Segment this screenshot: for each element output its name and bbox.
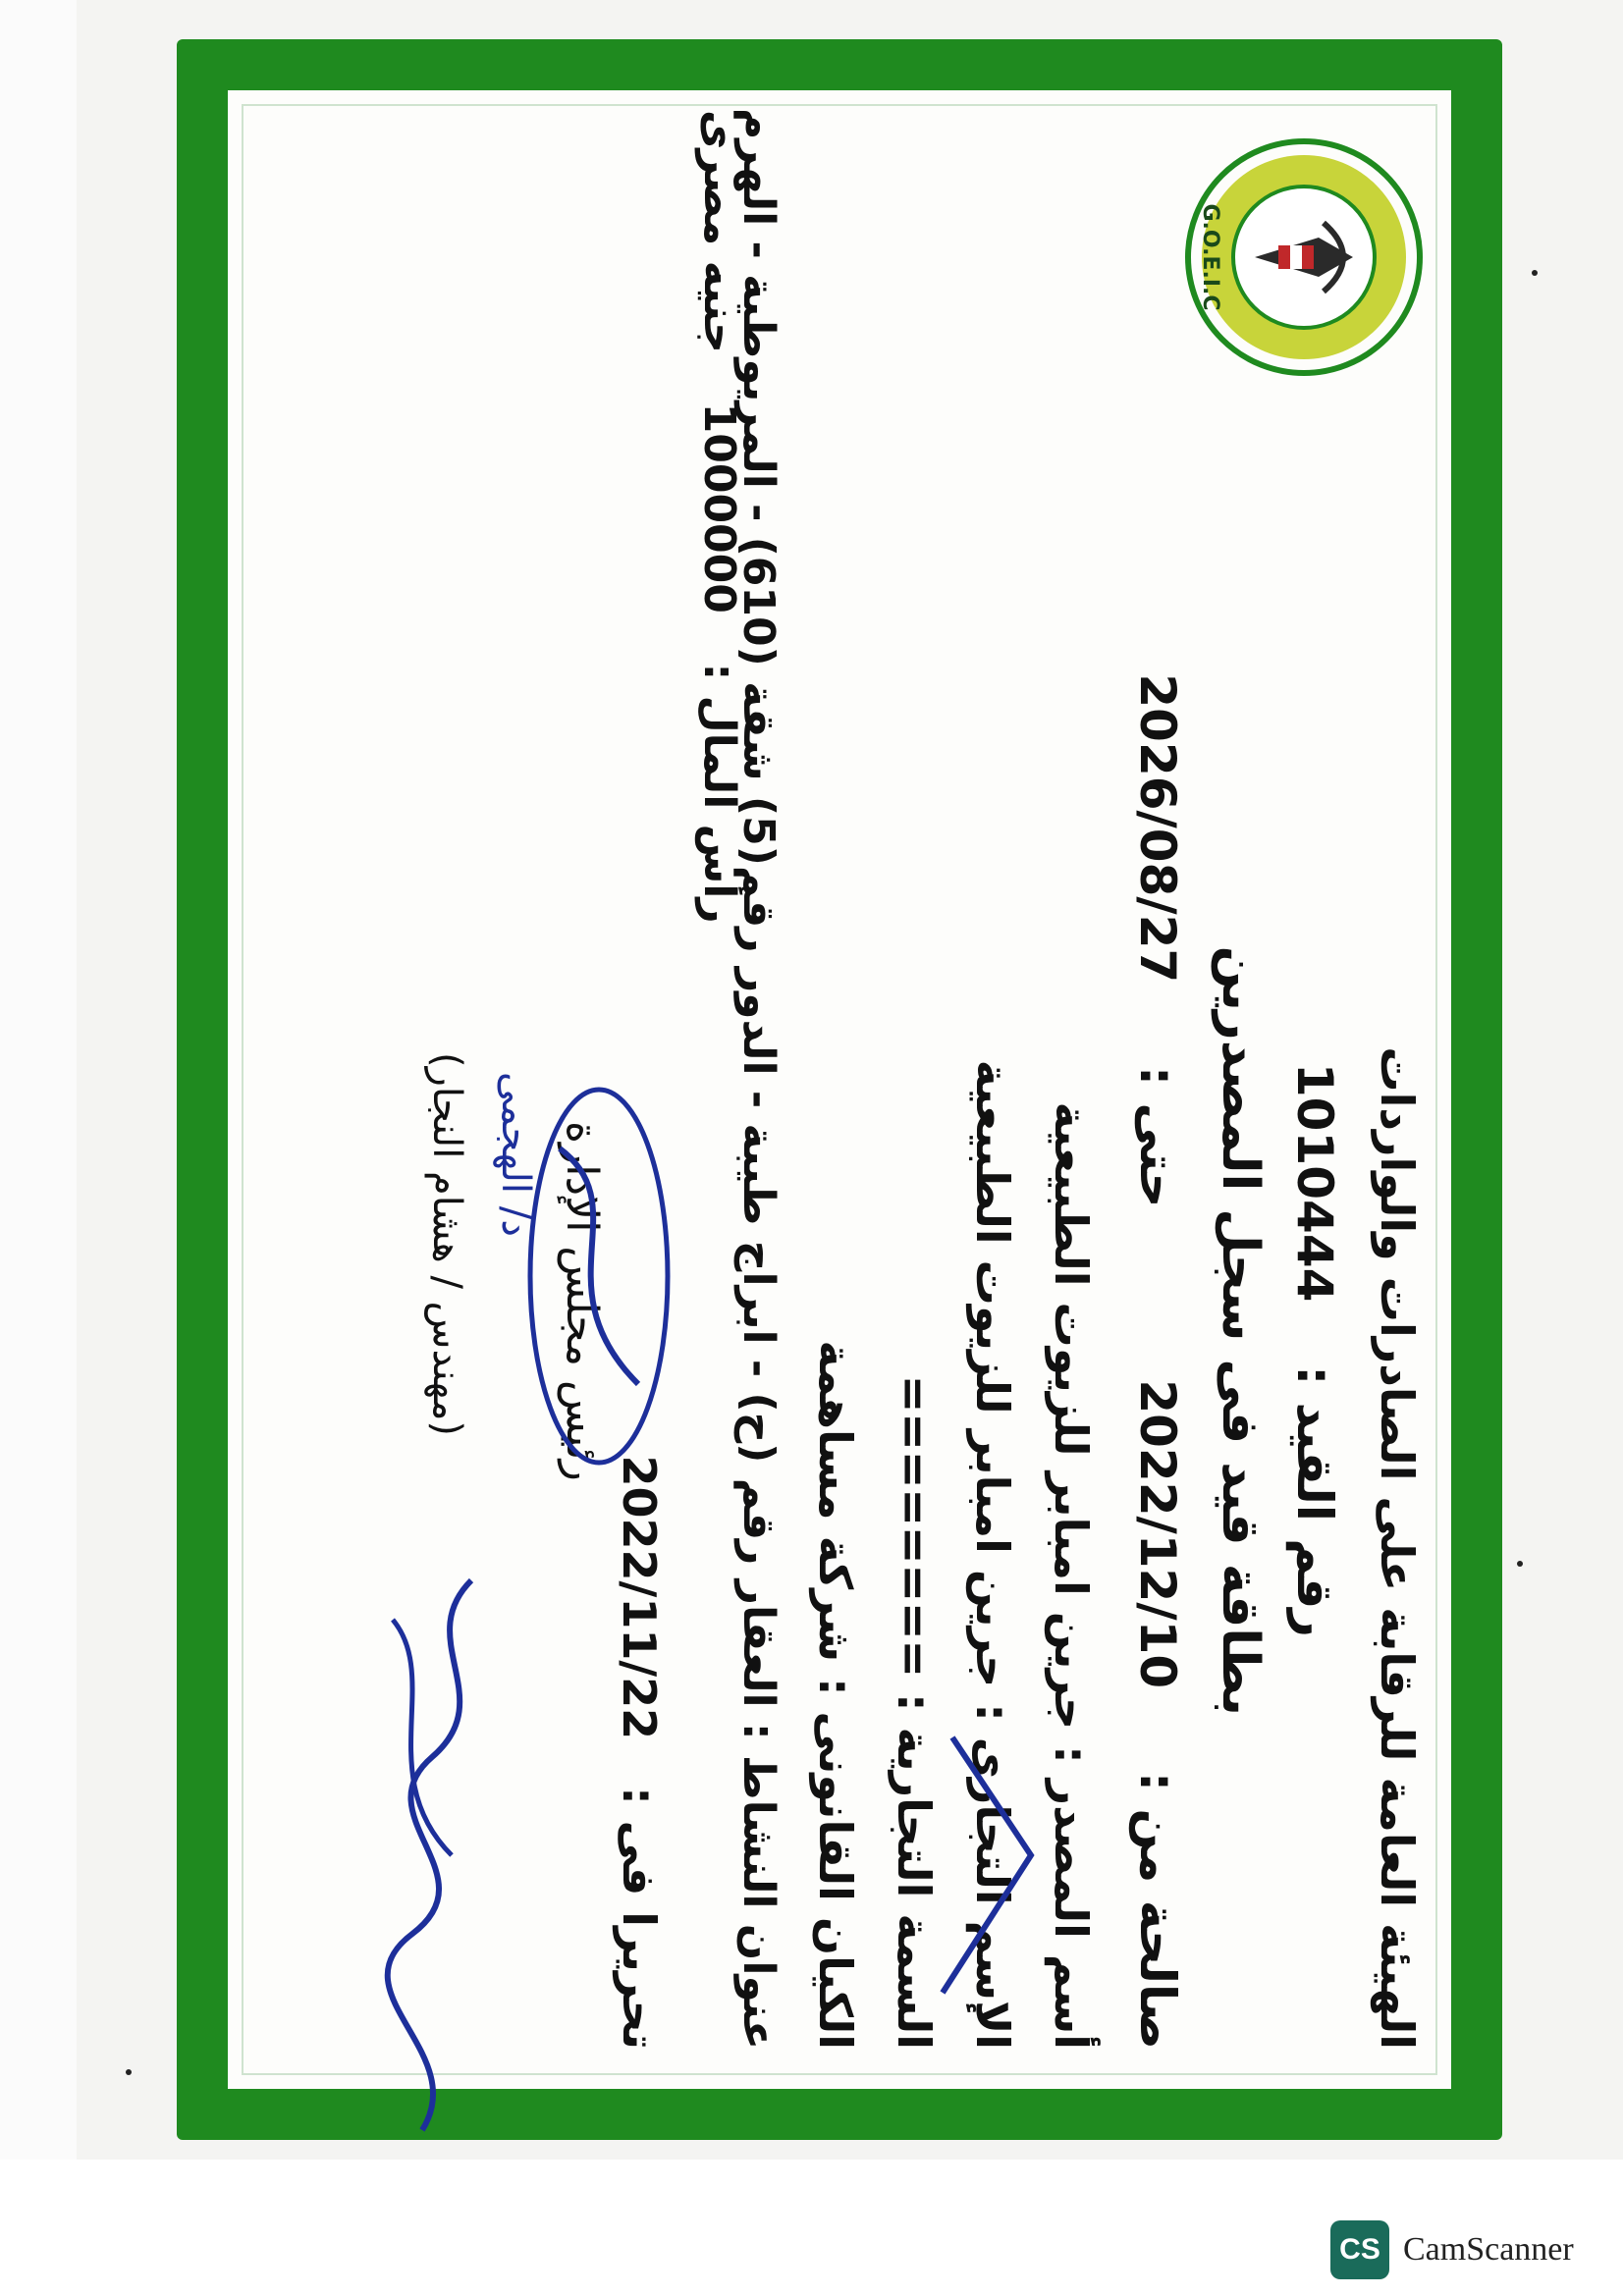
field-value: شركة مساهمة	[809, 1340, 862, 1663]
capital-label: رأس المال :	[694, 663, 744, 924]
field-value: جرين امبابر للزيوت الطبيعية	[966, 1059, 1019, 1688]
handwritten-initials	[923, 1718, 1060, 2012]
record-number: 1010444	[1286, 1062, 1343, 1303]
camscanner-name: CamScanner	[1403, 2231, 1574, 2268]
scan-left-margin	[0, 0, 77, 2296]
valid-from-label: صالحة من :	[1129, 1772, 1186, 2050]
camscanner-logo-icon: CS	[1330, 2220, 1389, 2279]
capital-currency: جنيه مصرى	[694, 110, 744, 353]
field-label: الإسم التجارى :	[966, 1703, 1019, 2050]
valid-until-date: 2026/08/27	[1129, 673, 1186, 984]
exporter-registration-card	[177, 39, 1502, 2140]
field-label: السمة التجارية :	[888, 1693, 941, 2050]
capital-row	[694, 110, 744, 924]
valid-until-label: حتى :	[1129, 1066, 1186, 1208]
field-label: أسم المصدر :	[1045, 1745, 1098, 2050]
signatory-name: د/ الهجمى	[493, 1072, 538, 1238]
legal-entity-row	[809, 1340, 862, 2050]
validity-row	[1129, 673, 1186, 2050]
capital-value: 1000000	[694, 402, 744, 614]
issued-row	[613, 1456, 666, 2050]
issued-date: 2022/11/22	[613, 1455, 666, 1740]
authority-header: الهيئة العامة للرقابة على الصادرات والواردات	[1371, 1046, 1424, 2050]
card-title: بطاقة قيد فى سجل المصدرين	[1211, 945, 1270, 1716]
record-number-label: رقم القيد :	[1286, 1365, 1343, 1637]
handwritten-signature-1	[353, 1561, 530, 2150]
handwritten-signature-2	[501, 1070, 697, 1482]
field-label: عنوان النشاط :	[733, 1722, 784, 2050]
field-value: جرين امبابر للزيوت الطبيعية	[1045, 1101, 1098, 1731]
signatory-label: رئيس مجلس الإدارة	[557, 1121, 607, 1481]
record-number-row	[1286, 1063, 1343, 1637]
field-value: ========	[888, 1374, 941, 1679]
goeic-seal-icon	[1176, 130, 1432, 385]
signatory-title: (مهندس / هشام النجار)	[424, 1052, 469, 1437]
valid-from-date: 2022/12/10	[1129, 1379, 1186, 1689]
camscanner-watermark	[1330, 2220, 1574, 2279]
field-value: العقار رقم (ح) - ابراج طيبة - الدور رقم(5) شقة (610) - المريوطية - الهرم	[733, 107, 784, 1708]
field-label: الكيان القانونى :	[809, 1678, 862, 2050]
issued-label: تحريرا فى :	[613, 1787, 666, 2050]
seal-text: G.O.E.I.C	[1198, 203, 1222, 311]
